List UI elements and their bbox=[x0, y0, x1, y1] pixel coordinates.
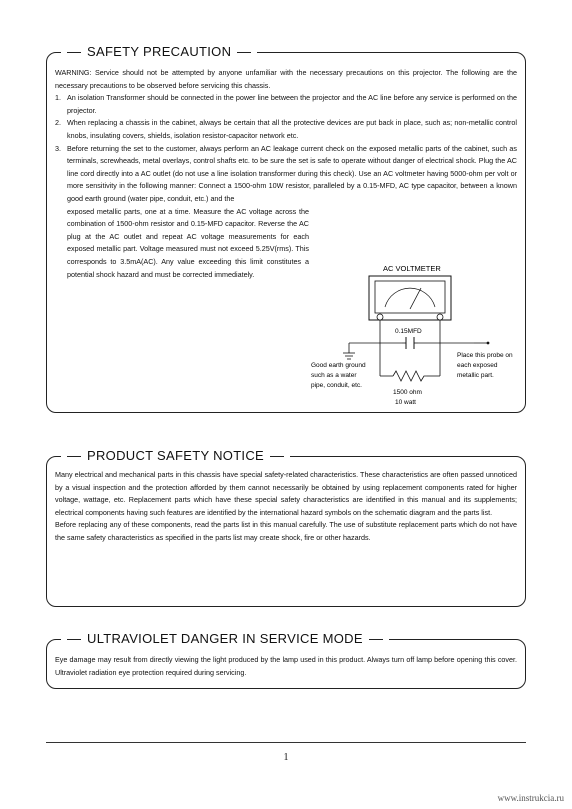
ultraviolet-danger-section bbox=[46, 631, 526, 689]
probe-icon bbox=[474, 342, 489, 345]
ac-voltmeter-diagram bbox=[309, 261, 521, 409]
ground-label: Good earth ground such as a water pipe, conduit, etc. bbox=[311, 362, 366, 389]
voltmeter-icon bbox=[369, 276, 451, 320]
leakage-test-instructions: exposed metallic parts, one at a time. Measure the AC voltage across the combination of 1500-ohm resistor and 0.15-MFD capacitor. Reverse the AC plug at the AC outlet and repeat AC voltage measurements for each exposed metallic part. Voltage measured must not exceed 5.25V(rms). This corresponds to 3.5mA(AC). Any value exceeding this limit constitutes a potential shock hazard and must be corrected immediately. bbox=[67, 206, 309, 279]
precaution-list bbox=[55, 92, 517, 281]
footer-rule bbox=[46, 742, 526, 743]
warning-text: WARNING: Service should not be attempted by anyone unfamiliar with the necessary precautions on this projector. The following are the necessary precautions to be observed before servicing this chassis. bbox=[55, 68, 517, 90]
product-notice-paragraph: Many electrical and mechanical parts in this chassis have special safety-related characteristics. These characteristics are often passed unnoticed by a visual inspection and the protection afforded by them cannot necessarily be obtained by using replacement components rated for higher voltage, wattage, etc. Replacement parts which have these special safety characteristics are identified in this manual and its supplements; electrical components having such features are identified by the international hazard symbols on the schematic diagram and the parts list. bbox=[55, 470, 517, 517]
product-safety-notice-section bbox=[46, 448, 526, 607]
capacitor-label: 0.15MFD bbox=[395, 328, 422, 335]
product-safety-notice-title: PRODUCT SAFETY NOTICE bbox=[61, 447, 290, 465]
list-item: 3. Before returning the set to the customer, always perform an AC leakage current check on the exposed metallic parts of the cabinet, such as terminals, screwheads, metal overlays, control shafts etc. to be sure the set is safe to operate without danger of electrical shock. Plug the AC line cord directly into a AC outlet (do not use a line isolation transformer during this check). Use an AC voltmeter having 5000-ohm per volt or more sensitivity in the following manner: Connect a 1500-ohm 10W resistor, paralleled by a 0.15-MFD, AC type capacitor, between a known good earth ground (water pipe, conduit, etc.) and the exposed metallic parts, one at a time. Measure the AC voltage across the combination of 1500-ohm resistor and 0.15-MFD capacitor. Reverse the AC plug at the AC outlet and repeat AC voltage measurements for each exposed metallic part. Voltage measured must not exceed 5.25V(rms). This corresponds to 3.5mA(AC). Any value exceeding this limit constitutes a potential shock hazard and must be corrected immediately. bbox=[55, 143, 517, 282]
resistor-label: 1500 ohm 10 watt bbox=[393, 389, 422, 406]
page-number: 1 bbox=[283, 752, 289, 763]
list-item: 1. An isolation Transformer should be connected in the power line between the projector and the AC line before any service is performed on the projector. bbox=[55, 93, 517, 115]
safety-precaution-title: SAFETY PRECAUTION bbox=[61, 43, 257, 61]
probe-label: Place this probe on each exposed metallic part. bbox=[457, 352, 513, 379]
safety-precaution-body bbox=[55, 67, 517, 281]
safety-precaution-section bbox=[46, 44, 526, 413]
watermark: www.instrukcia.ru bbox=[497, 793, 564, 803]
list-item: 2. When replacing a chassis in the cabinet, always be certain that all the protective devices are put back in place, such as; non-metallic control knobs, insulating covers, shields, isolation resistor-capacitor network etc. bbox=[55, 118, 517, 140]
ground-icon bbox=[343, 343, 355, 359]
product-notice-paragraph: Before replacing any of these components, read the parts list in this manual carefully. The use of substitute replacement parts which do not have the same safety characteristics as specified in the parts list may create shock, fire or other hazards. bbox=[55, 520, 517, 542]
capacitor-symbol bbox=[402, 337, 418, 349]
product-safety-notice-body bbox=[55, 469, 517, 545]
resistor-symbol bbox=[393, 371, 427, 381]
ultraviolet-danger-body: Eye damage may result from directly viewing the light produced by the lamp used in this product. Always turn off lamp before opening this cover. Ultraviolet radiation eye protection required during servicing. bbox=[55, 655, 517, 677]
ultraviolet-danger-title: ULTRAVIOLET DANGER IN SERVICE MODE bbox=[61, 630, 389, 648]
diagram-title: AC VOLTMETER bbox=[383, 264, 441, 273]
